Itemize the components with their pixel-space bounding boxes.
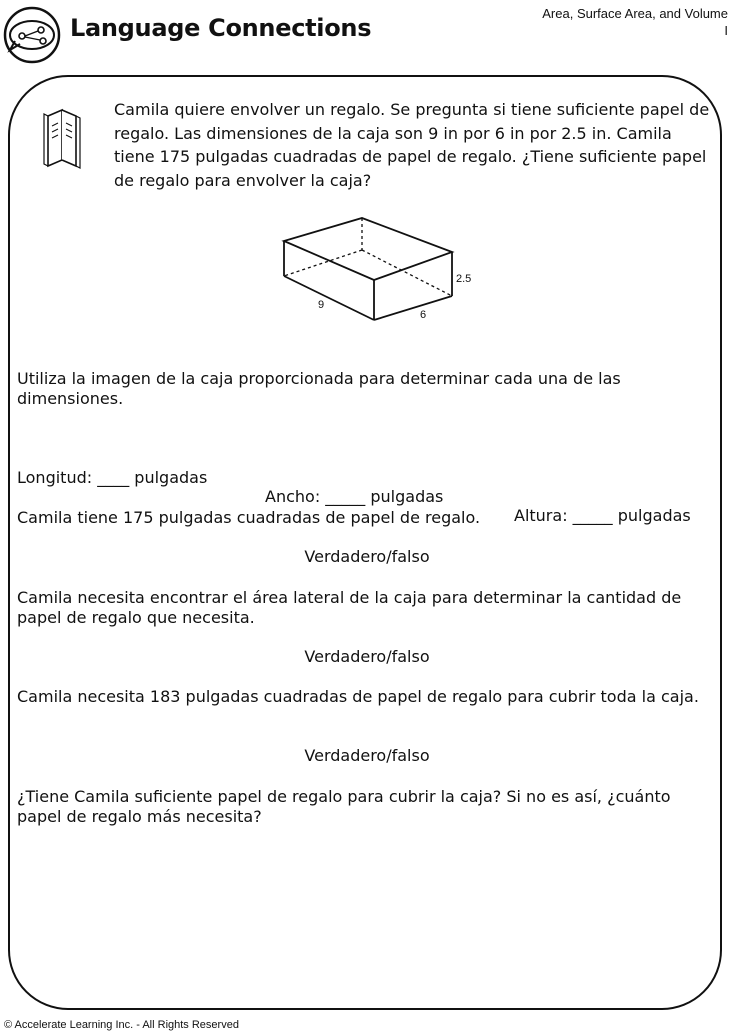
answer-1[interactable]: Verdadero/falso [304, 547, 430, 566]
box-figure [276, 212, 486, 332]
statement-2: Camila necesita encontrar el área lateral de la caja para determinar la cantidad de papel de regalo que necesita. [17, 588, 682, 627]
instruction-text: Utiliza la imagen de la caja proporcionada para determinar cada una de las dimensiones. [17, 369, 621, 408]
topic-mark: I [724, 23, 728, 38]
book-icon [40, 106, 86, 170]
topic-header [542, 5, 728, 39]
label-length: 9 [318, 299, 325, 311]
answer-2[interactable]: Verdadero/falso [304, 647, 430, 666]
copyright-footer: © Accelerate Learning Inc. - All Rights Reserved [4, 1019, 239, 1031]
final-question: ¿Tiene Camila suficiente papel de regalo para cubrir la caja? Si no es así, ¿cuánto papel de regalo más necesita? [17, 787, 671, 826]
width-blank[interactable]: Ancho: _____ pulgadas [265, 487, 444, 506]
label-width: 6 [420, 309, 427, 321]
answer-3[interactable]: Verdadero/falso [304, 746, 430, 765]
height-blank[interactable]: Altura: _____ pulgadas [514, 506, 691, 525]
language-connections-logo [3, 6, 61, 64]
statement-3: Camila necesita 183 pulgadas cuadradas de papel de regalo para cubrir toda la caja. [17, 687, 699, 706]
label-height: 2.5 [456, 273, 472, 285]
topic-label: Area, Surface Area, and Volume [542, 6, 728, 21]
problem-text: Camila quiere envolver un regalo. Se pregunta si tiene suficiente papel de regalo. Las dimensiones de la caja son 9 in por 6 in por 2.5 in. Camila tiene 175 pulgadas cuadradas de papel de regalo. ¿Tiene suficiente papel de regalo para envolver la caja? [114, 100, 710, 190]
page-title: Language Connections [70, 14, 372, 42]
length-blank[interactable]: Longitud: ____ pulgadas [17, 468, 208, 487]
statement-1: Camila tiene 175 pulgadas cuadradas de papel de regalo. [17, 508, 481, 527]
